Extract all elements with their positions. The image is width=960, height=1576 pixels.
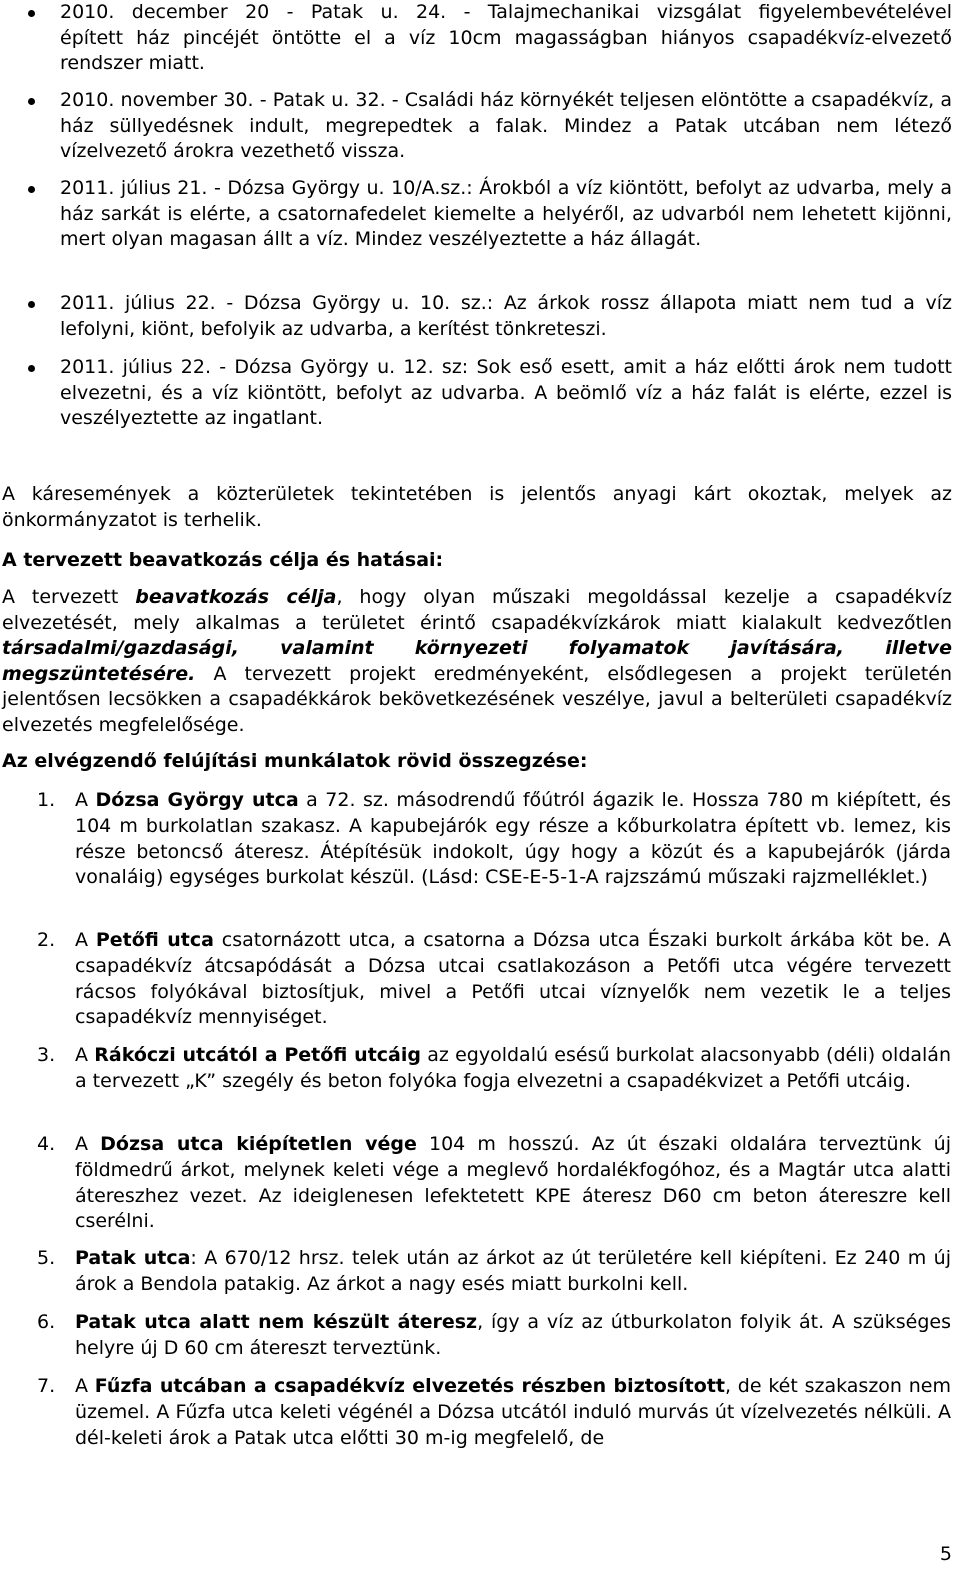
section-heading: Az elvégzendő felújítási munkálatok rövid összegzése: xyxy=(2,750,588,772)
bullet-icon xyxy=(28,10,35,17)
item-text: az egyoldalú esésű burkolat alacsonyabb (déli) oldalán a tervezett „K” szegély és beton folyóka fogja elvezetni a csapadékvizet a Petőfi utcáig. xyxy=(75,1044,951,1092)
list-number: 4. xyxy=(37,1133,56,1155)
list-number: 3. xyxy=(37,1044,56,1066)
list-item xyxy=(60,0,952,77)
goal-text: A tervezett xyxy=(2,586,136,608)
goal-emphasis: beavatkozás célja xyxy=(135,586,337,608)
item-text: , így a víz az útburkolaton folyik át. A szükséges helyre új D 60 cm átereszt terveztünk. xyxy=(75,1311,951,1359)
item-emphasis: Patak utca xyxy=(75,1247,191,1269)
item-emphasis: Patak utca alatt nem készült áteresz xyxy=(75,1311,478,1333)
list-number: 1. xyxy=(37,789,56,811)
bullet-icon xyxy=(28,186,35,193)
list-item xyxy=(60,88,952,165)
item-emphasis: Dózsa György utca xyxy=(95,789,299,811)
list-number: 7. xyxy=(37,1375,56,1397)
list-item xyxy=(37,1310,951,1362)
list-item xyxy=(37,928,951,1031)
bullet-icon xyxy=(28,365,35,372)
item-emphasis: Petőfi utca xyxy=(95,929,214,951)
section-heading: A tervezett beavatkozás célja és hatásai: xyxy=(2,549,444,571)
goal-text: , hogy olyan műszaki megoldással kezelje a csapadékvíz elvezetését, mely alkalmas a területet érintő csapadékvízkárok miatt kialakult kedvezőtlen xyxy=(2,586,953,634)
goal-emphasis: társadalmi/gazdasági, valamint környezeti folyamatok javítására, illetve megszüntetésére. xyxy=(2,637,952,685)
item-text: a 72. sz. másodrendű főútról ágazik le. Hossza 780 m kiépített, és 104 m burkolatlan szakasz. A kapubejárók egy része a kőburkolatra épített vb. lemez, kis része betoncső áteresz. Átépítésük indokolt, úgy hogy a közút és a kapubejárók (járda vonaláig) egységes burkolat készül. (Lásd: CSE-E-5-1-A rajzszámú műszaki rajzmelléklet.) xyxy=(75,789,952,889)
item-text: , de két szakaszon nem üzemel. A Fűzfa utca keleti végénél a Dózsa utcától induló murvás út vízelvezetés nélküli. A dél-keleti árok a Patak utca előtti 30 m-ig megfelelő, de xyxy=(75,1375,951,1449)
list-item-text: 2011. július 22. - Dózsa György u. 12. sz: Sok eső esett, amit a ház előtti árok nem tudott elvezetni, és a víz kiöntött, befolyt az udvarba. A beömlő víz a ház falát is elérte, ezzel is veszélyeztette az ingatlant. xyxy=(60,356,952,429)
list-item xyxy=(37,788,952,891)
goal-text: A tervezett projekt eredményeként, elsődlegesen a projekt területén jelentősen lecsökken a csapadékkárok bekövetkezésének veszélye, javul a belterületi csapadékvíz elvezetés megfelelősége. xyxy=(2,662,952,736)
bullet-icon xyxy=(28,301,35,308)
item-text: A xyxy=(75,1375,95,1397)
list-item xyxy=(37,1374,951,1451)
list-number: 5. xyxy=(37,1247,56,1269)
goal-paragraph xyxy=(2,585,952,738)
item-text: A xyxy=(75,789,96,811)
list-item-text: 2010. november 30. - Patak u. 32. - Családi ház környékét teljesen elöntötte a csapadékvíz, a ház süllyedésnek indult, megrepedtek a falak. Mindez a Patak utcában nem létező vízelvezető árokra vezethető vissza. xyxy=(60,89,952,162)
item-text: A xyxy=(75,929,96,951)
page-number: 5 xyxy=(939,1543,952,1565)
list-item xyxy=(37,1132,951,1235)
list-item xyxy=(60,355,952,432)
list-item xyxy=(60,176,952,253)
item-emphasis: Dózsa utca kiépítetlen vége xyxy=(100,1133,417,1155)
item-text: csatornázott utca, a csatorna a Dózsa utca Északi burkolt árkába köt be. A csapadékvíz átcsapódását a Dózsa utcai csatlakozáson a Petőfi utca végére tervezett rácsos folyókával biztosítjuk, mivel a Petőfi utcai víznyelők nem vezetik le a teljes csapadékvíz mennyiséget. xyxy=(75,929,951,1029)
list-item-text: épített ház pincéjét öntötte el a víz 10cm magasságban hiányos csapadékvíz-elvezető rendszer miatt. xyxy=(60,26,952,74)
damage-paragraph: A káresemények a közterületek tekintetében is jelentős anyagi kárt okoztak, melyek az önkormányzatot is terhelik. xyxy=(2,483,952,531)
item-text: A xyxy=(75,1133,101,1155)
item-text: 104 m hosszú. Az út északi oldalára terveztünk új földmedrű árkot, melynek keleti vége a meglevő hordalékfogóhoz, és a Magtár utca alatti átereszhez vezet. Az ideiglenesen lefektetett KPE áteresz D60 cm beton átereszre kell cserélni. xyxy=(75,1133,951,1233)
bullet-icon xyxy=(28,98,35,105)
list-number: 2. xyxy=(37,929,56,951)
list-item xyxy=(60,291,952,342)
item-emphasis: Rákóczi utcától a Petőfi utcáig xyxy=(94,1044,421,1066)
list-item-text: 2011. július 22. - Dózsa György u. 10. sz.: Az árkok rossz állapota miatt nem tud a víz lefolyni, kiönt, befolyik az udvarba, a kerítést tönkreteszi. xyxy=(60,292,952,340)
list-item-text: 2011. július 21. - Dózsa György u. 10/A.sz.: Árokból a víz kiöntött, befolyt az udvarba, mely a ház sarkát is elérte, a csatornafedelet kiemelte a helyéről, az udvarból nem lehetett kijönni, mert olyan magasan állt a víz. Mindez veszélyeztette a ház állagát. xyxy=(60,177,952,250)
list-item xyxy=(37,1246,951,1298)
list-number: 6. xyxy=(37,1311,56,1333)
item-emphasis: Fűzfa utcában a csapadékvíz elvezetés részben biztosított xyxy=(94,1375,725,1397)
list-item-line: 2010. december 20 - Patak u. 24. - Talajmechanikai vizsgálat figyelembevételével xyxy=(60,1,952,23)
item-text: A xyxy=(75,1044,95,1066)
item-text: : A 670/12 hrsz. telek után az árkot az út területére kell kiépíteni. Ez 240 m új árok a Bendola patakig. Az árkot a nagy esés miatt burkolni kell. xyxy=(75,1247,951,1295)
list-item xyxy=(37,1043,951,1095)
